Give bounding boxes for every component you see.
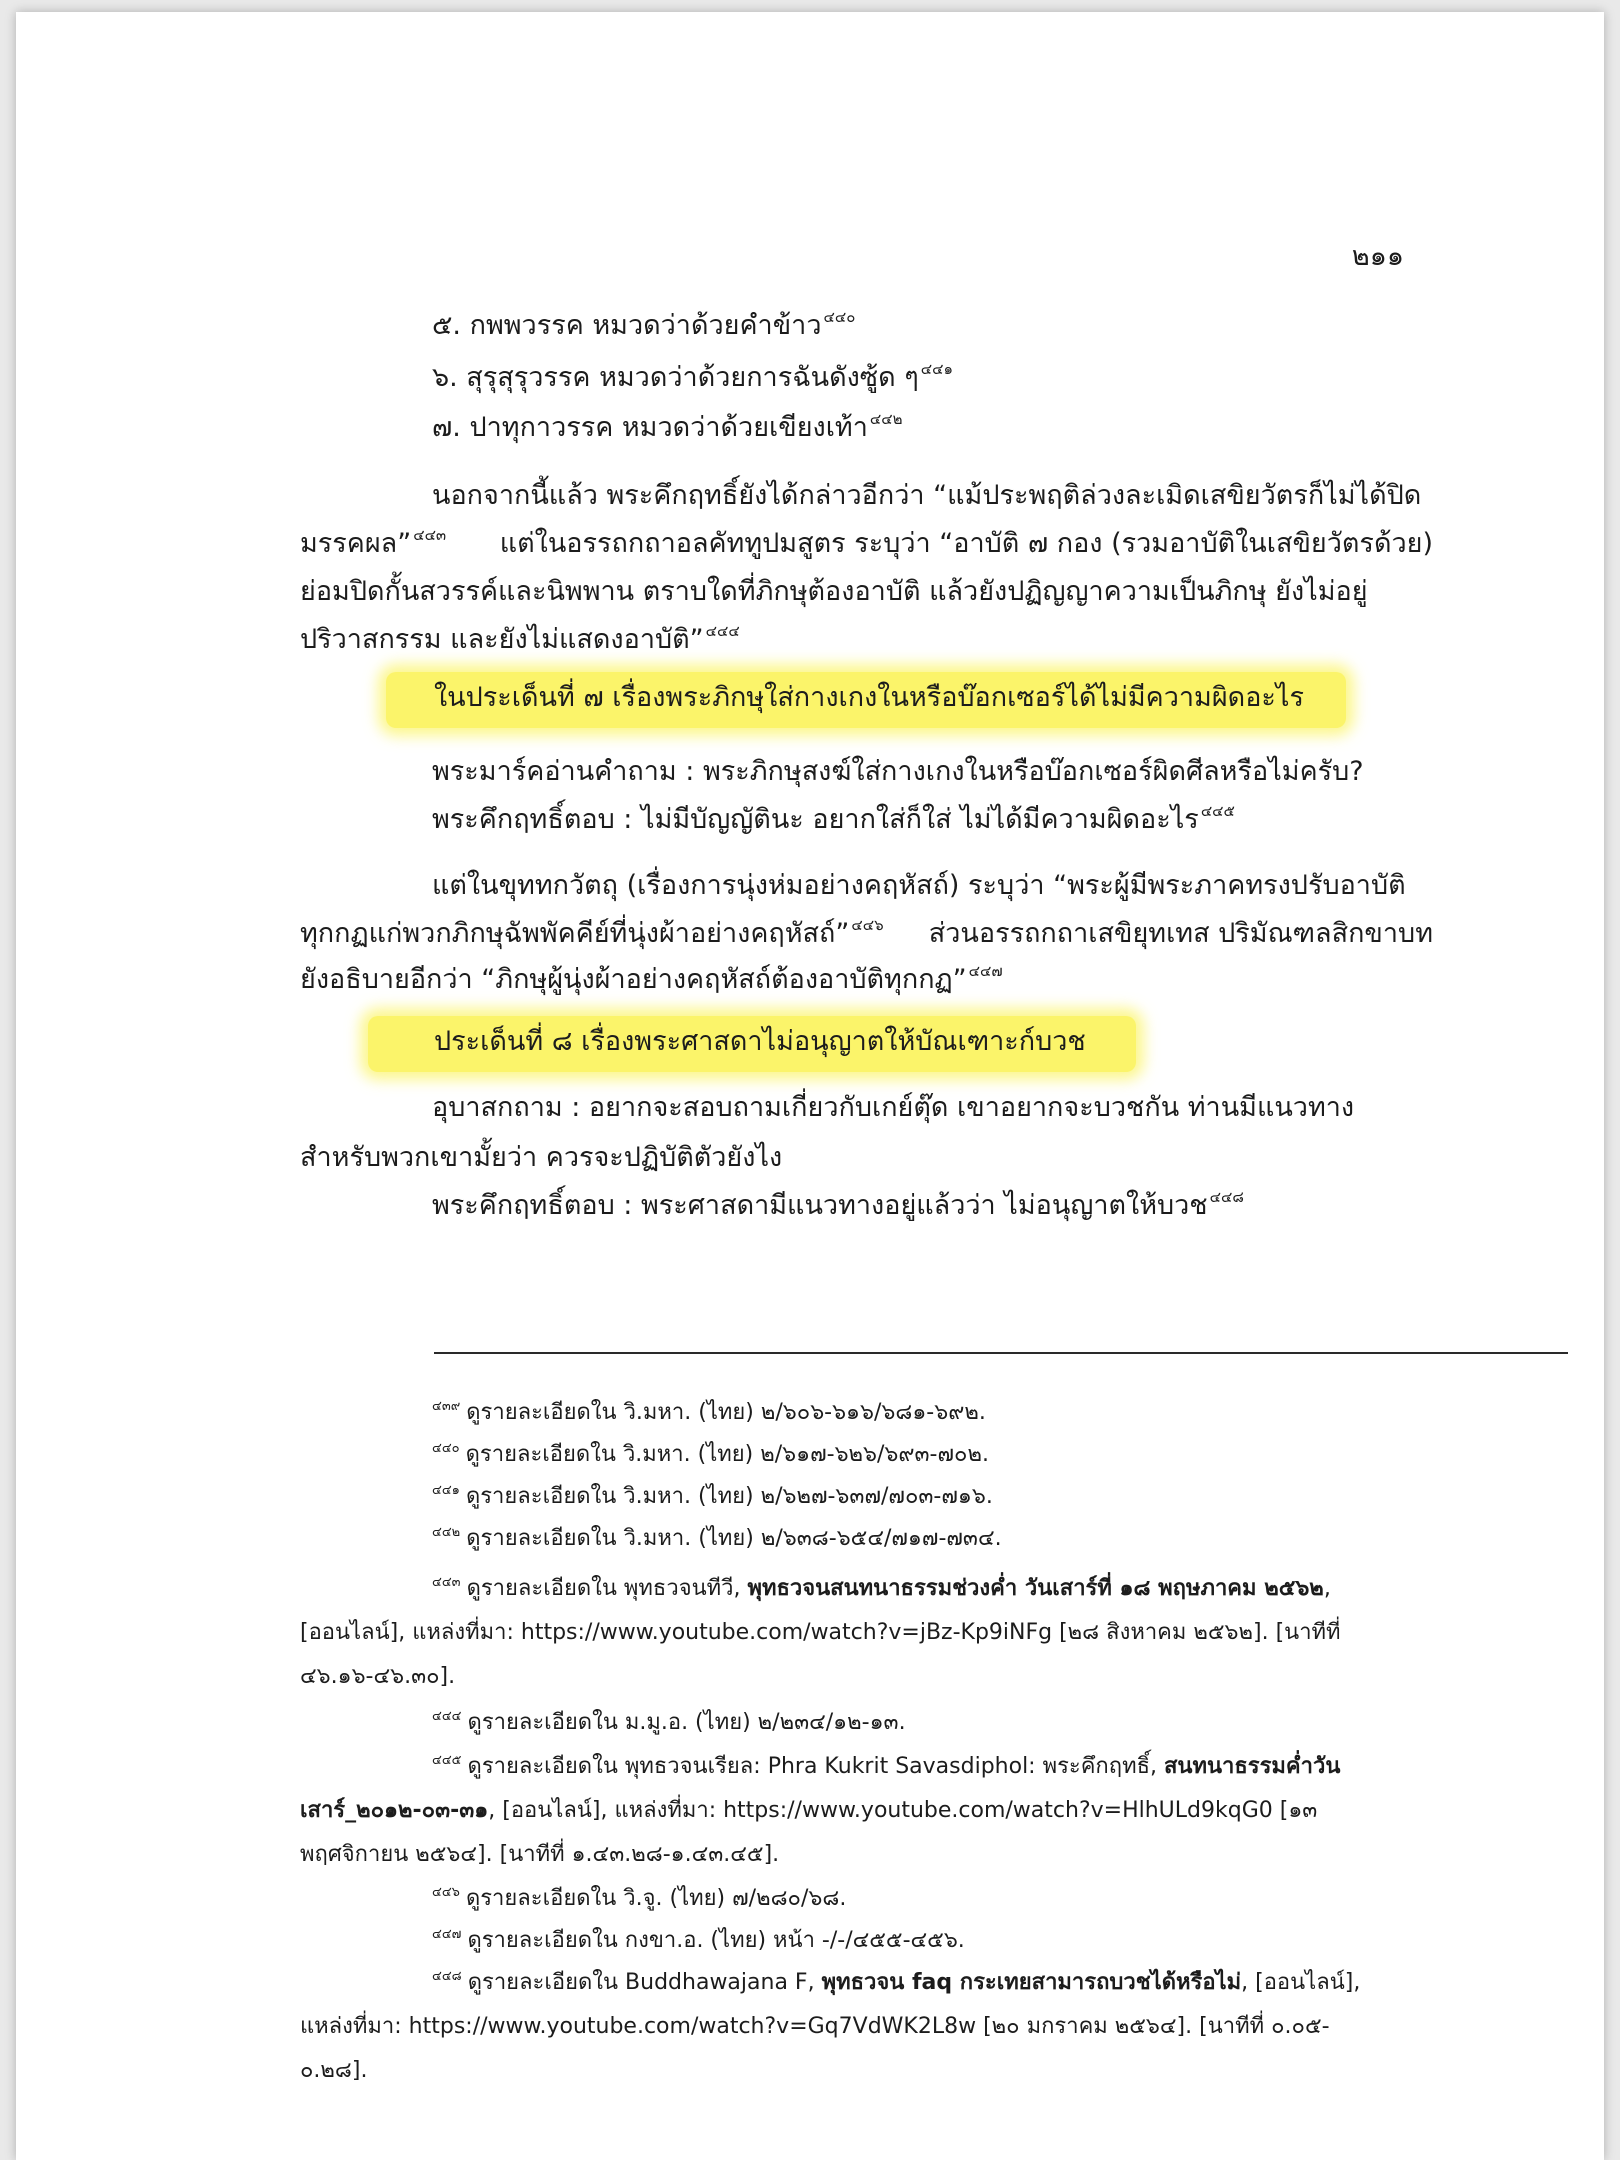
section-heading-7: ในประเด็นที่ ๗ เรื่องพระภิกษุใส่กางเกงในหรือบ๊อกเซอร์ได้ไม่มีความผิดอะไร xyxy=(434,682,1305,713)
answer-text: พระคึกฤทธิ์ตอบ : พระศาสดามีแนวทางอยู่แล้วว่า ไม่อนุญาตให้บวช $^{๔๔๘}$ xyxy=(432,1188,1244,1221)
list-item: ๗. ปาทุกาวรรค หมวดว่าด้วยเขียงเท้า $^{๔๔๒}$ xyxy=(432,410,903,443)
paragraph-line: ย่อมปิดกั้นสวรรค์และนิพพาน ตราบใดที่ภิกษุต้องอาบัติ แล้วยังปฏิญญาความเป็นภิกษุ ยังไม่อยู่ xyxy=(300,576,1368,607)
footnote-ref[interactable]: ๔๔๕ xyxy=(1200,802,1235,820)
paragraph-line: ทุกกฏแก่พวกภิกษุฉัพพัคคีย์ที่นุ่งผ้าอย่างคฤหัสถ์” $^{๔๔๖}$ ส่วนอรรถกถาเสขิยุทเทส ปริมัณฑลสิกขาบท xyxy=(300,916,1433,949)
paragraph-line: มรรคผล” $^{๔๔๓}$ แต่ในอรรถกถาอลคัททูปมสูตร ระบุว่า “อาบัติ ๗ กอง (รวมอาบัติในเสขิยวัตรด้วย) xyxy=(300,526,1433,559)
footnote: $^{๔๔๗}$ ดูรายละเอียดใน กงขา.อ. (ไทย) หน้า -/-/๔๕๕-๔๕๖. xyxy=(432,1927,965,1953)
footnote-line: แหล่งที่มา: https://www.youtube.com/watch?v=Gq7VdWK2L8w [๒๐ มกราคม ๒๕๖๔]. [นาทีที่ ๐.๐๕- xyxy=(300,2014,1330,2039)
footnote: $^{๔๔๖}$ ดูรายละเอียดใน วิ.จู. (ไทย) ๗/๒๘๐/๖๘. xyxy=(432,1885,847,1911)
list-item: ๖. สุรุสุรุวรรค หมวดว่าด้วยการฉันดังซู้ด ๆ $^{๔๔๑}$ xyxy=(432,360,953,393)
question-text: พระมาร์คอ่านคำถาม : พระภิกษุสงฆ์ใส่กางเกงในหรือบ๊อกเซอร์ผิดศีลหรือไม่ครับ? xyxy=(432,756,1364,787)
footnote-line: เสาร์_๒๐๑๒-๐๓-๓๑, [ออนไลน์], แหล่งที่มา: https://www.youtube.com/watch?v=HlhULd9kqG0 [๑๓ xyxy=(300,1798,1318,1823)
question-text: อุบาสกถาม : อยากจะสอบถามเกี่ยวกับเกย์ตุ๊ด เขาอยากจะบวชกัน ท่านมีแนวทาง xyxy=(432,1092,1355,1123)
footnote: $^{๔๓๙}$ ดูรายละเอียดใน วิ.มหา. (ไทย) ๒/๖๐๖-๖๑๖/๖๘๑-๖๙๒. xyxy=(432,1399,986,1425)
paragraph-line: นอกจากนี้แล้ว พระคึกฤทธิ์ยังได้กล่าวอีกว่า “แม้ประพฤติล่วงละเมิดเสขิยวัตรก็ไม่ได้ปิด xyxy=(432,480,1422,511)
section-heading-8: ประเด็นที่ ๘ เรื่องพระศาสดาไม่อนุญาตให้บัณเฑาะก์บวช xyxy=(434,1026,1086,1057)
answer-text: พระคึกฤทธิ์ตอบ : ไม่มีบัญญัตินะ อยากใส่ก็ใส่ ไม่ได้มีความผิดอะไร $^{๔๔๕}$ xyxy=(432,802,1235,835)
paragraph-line: แต่ในขุททกวัตถุ (เรื่องการนุ่งห่มอย่างคฤหัสถ์) ระบุว่า “พระผู้มีพระภาคทรงปรับอาบัติ xyxy=(432,870,1406,901)
footnote-line: พฤศจิกายน ๒๕๖๔]. [นาทีที่ ๑.๔๓.๒๘-๑.๔๓.๔๕]. xyxy=(300,1842,780,1867)
footnote-separator xyxy=(434,1352,1568,1354)
footnote-line: ๔๖.๑๖-๔๖.๓๐]. xyxy=(300,1664,456,1689)
footnote-line: ๐.๒๘]. xyxy=(300,2058,368,2083)
footnote-ref[interactable]: ๔๔๖ xyxy=(851,916,884,934)
footnote-ref[interactable]: ๔๔๘ xyxy=(1209,1188,1244,1206)
footnote: $^{๔๔๓}$ ดูรายละเอียดใน พุทธวจนทีวี, พุทธวจนสนทนาธรรมช่วงค่ำ วันเสาร์ที่ ๑๘ พฤษภาคม ๒๕๖๒, xyxy=(432,1575,1331,1601)
list-item: ๕. กพพวรรค หมวดว่าด้วยคำข้าว $^{๔๔๐}$ xyxy=(432,308,856,341)
page-number: ๒๑๑ xyxy=(1351,241,1404,272)
footnote-ref[interactable]: ๔๔๗ xyxy=(968,962,1003,980)
footnote: $^{๔๔๒}$ ดูรายละเอียดใน วิ.มหา. (ไทย) ๒/๖๓๘-๖๕๔/๗๑๗-๗๓๔. xyxy=(432,1525,1002,1551)
footnote-ref[interactable]: ๔๔๐ xyxy=(823,308,856,326)
footnote-ref[interactable]: ๔๔๔ xyxy=(705,622,740,640)
question-text: สำหรับพวกเขามั้ยว่า ควรจะปฏิบัติตัวยังไง xyxy=(300,1142,783,1173)
footnote: $^{๔๔๕}$ ดูรายละเอียดใน พุทธวจนเรียล: Phra Kukrit Savasdiphol: พระคึกฤทธิ์, สนทนาธรรมค่ำวัน xyxy=(432,1753,1341,1779)
footnote: $^{๔๔๑}$ ดูรายละเอียดใน วิ.มหา. (ไทย) ๒/๖๒๗-๖๓๗/๗๐๓-๗๑๖. xyxy=(432,1483,993,1509)
footnote: $^{๔๔๔}$ ดูรายละเอียดใน ม.มู.อ. (ไทย) ๒/๒๓๔/๑๒-๑๓. xyxy=(432,1709,906,1735)
paragraph-line: ยังอธิบายอีกว่า “ภิกษุผู้นุ่งผ้าอย่างคฤหัสถ์ต้องอาบัติทุกกฏ” $^{๔๔๗}$ xyxy=(300,962,1003,995)
footnote: $^{๔๔๐}$ ดูรายละเอียดใน วิ.มหา. (ไทย) ๒/๖๑๗-๖๒๖/๖๙๓-๗๐๒. xyxy=(432,1441,989,1467)
footnote-ref[interactable]: ๔๔๑ xyxy=(920,360,953,378)
document-page xyxy=(16,12,1604,2160)
footnote: $^{๔๔๘}$ ดูรายละเอียดใน Buddhawajana F, พุทธวจน faq กระเทยสามารถบวชได้หรือไม่, [ออนไลน์], xyxy=(432,1969,1361,1995)
footnote-ref[interactable]: ๔๔๒ xyxy=(869,410,903,428)
footnote-ref[interactable]: ๔๔๓ xyxy=(413,526,447,544)
footnote-line: [ออนไลน์], แหล่งที่มา: https://www.youtube.com/watch?v=jBz-Kp9iNFg [๒๘ สิงหาคม ๒๕๖๒]. [นาทีที่ xyxy=(300,1620,1341,1645)
paragraph-line: ปริวาสกรรม และยังไม่แสดงอาบัติ” $^{๔๔๔}$ xyxy=(300,622,740,655)
